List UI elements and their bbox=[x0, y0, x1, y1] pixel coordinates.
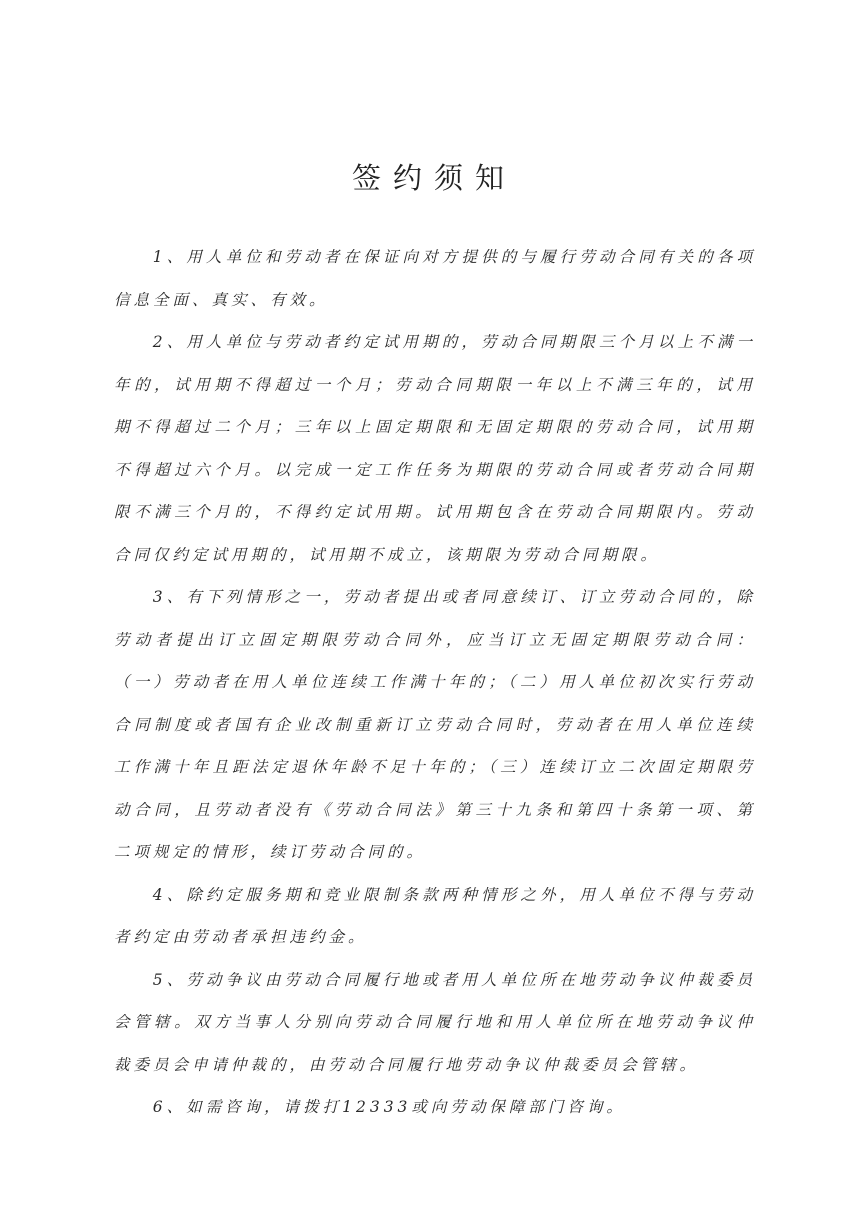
paragraph-5: 5、劳动争议由劳动合同履行地或者用人单位所在地劳动争议仲裁委员会管辖。双方当事人分别向劳动合同履行地和用人单位所在地劳动争议仲裁委员会申请仲裁的，由劳动合同履行地劳动争议仲裁委员会管辖。 bbox=[114, 970, 756, 1074]
paragraph-3: 3、有下列情形之一，劳动者提出或者同意续订、订立劳动合同的，除劳动者提出订立固定期限劳动合同外，应当订立无固定期限劳动合同：（一）劳动者在用人单位连续工作满十年的；（二）用人单位初次实行劳动合同制度或者国有企业改制重新订立劳动合同时，劳动者在用人单位连续工作满十年且距法定退休年龄不足十年的；（三）连续订立二次固定期限劳动合同，且劳动者没有《劳动合同法》第三十九条和第四十条第一项、第二项规定的情形，续订劳动合同的。 bbox=[114, 588, 756, 861]
paragraph-6: 6、如需咨询，请拨打12333或向劳动保障部门咨询。 bbox=[152, 1098, 626, 1116]
page-title: 签约须知 bbox=[351, 161, 516, 195]
paragraph-2: 2、用人单位与劳动者约定试用期的，劳动合同期限三个月以上不满一年的，试用期不得超过一个月；劳动合同期限一年以上不满三年的，试用期不得超过二个月；三年以上固定期限和无固定期限的劳动合同，试用期不得超过六个月。以完成一定工作任务为期限的劳动合同或者劳动合同期限不满三个月的，不得约定试用期。试用期包含在劳动合同期限内。劳动合同仅约定试用期的，试用期不成立，该期限为劳动合同期限。 bbox=[114, 333, 756, 564]
document-body bbox=[114, 236, 756, 1129]
paragraph-4: 4、除约定服务期和竞业限制条款两种情形之外，用人单位不得与劳动者约定由劳动者承担违约金。 bbox=[114, 885, 756, 946]
paragraph-1: 1、用人单位和劳动者在保证向对方提供的与履行劳动合同有关的各项信息全面、真实、有效。 bbox=[114, 248, 756, 309]
